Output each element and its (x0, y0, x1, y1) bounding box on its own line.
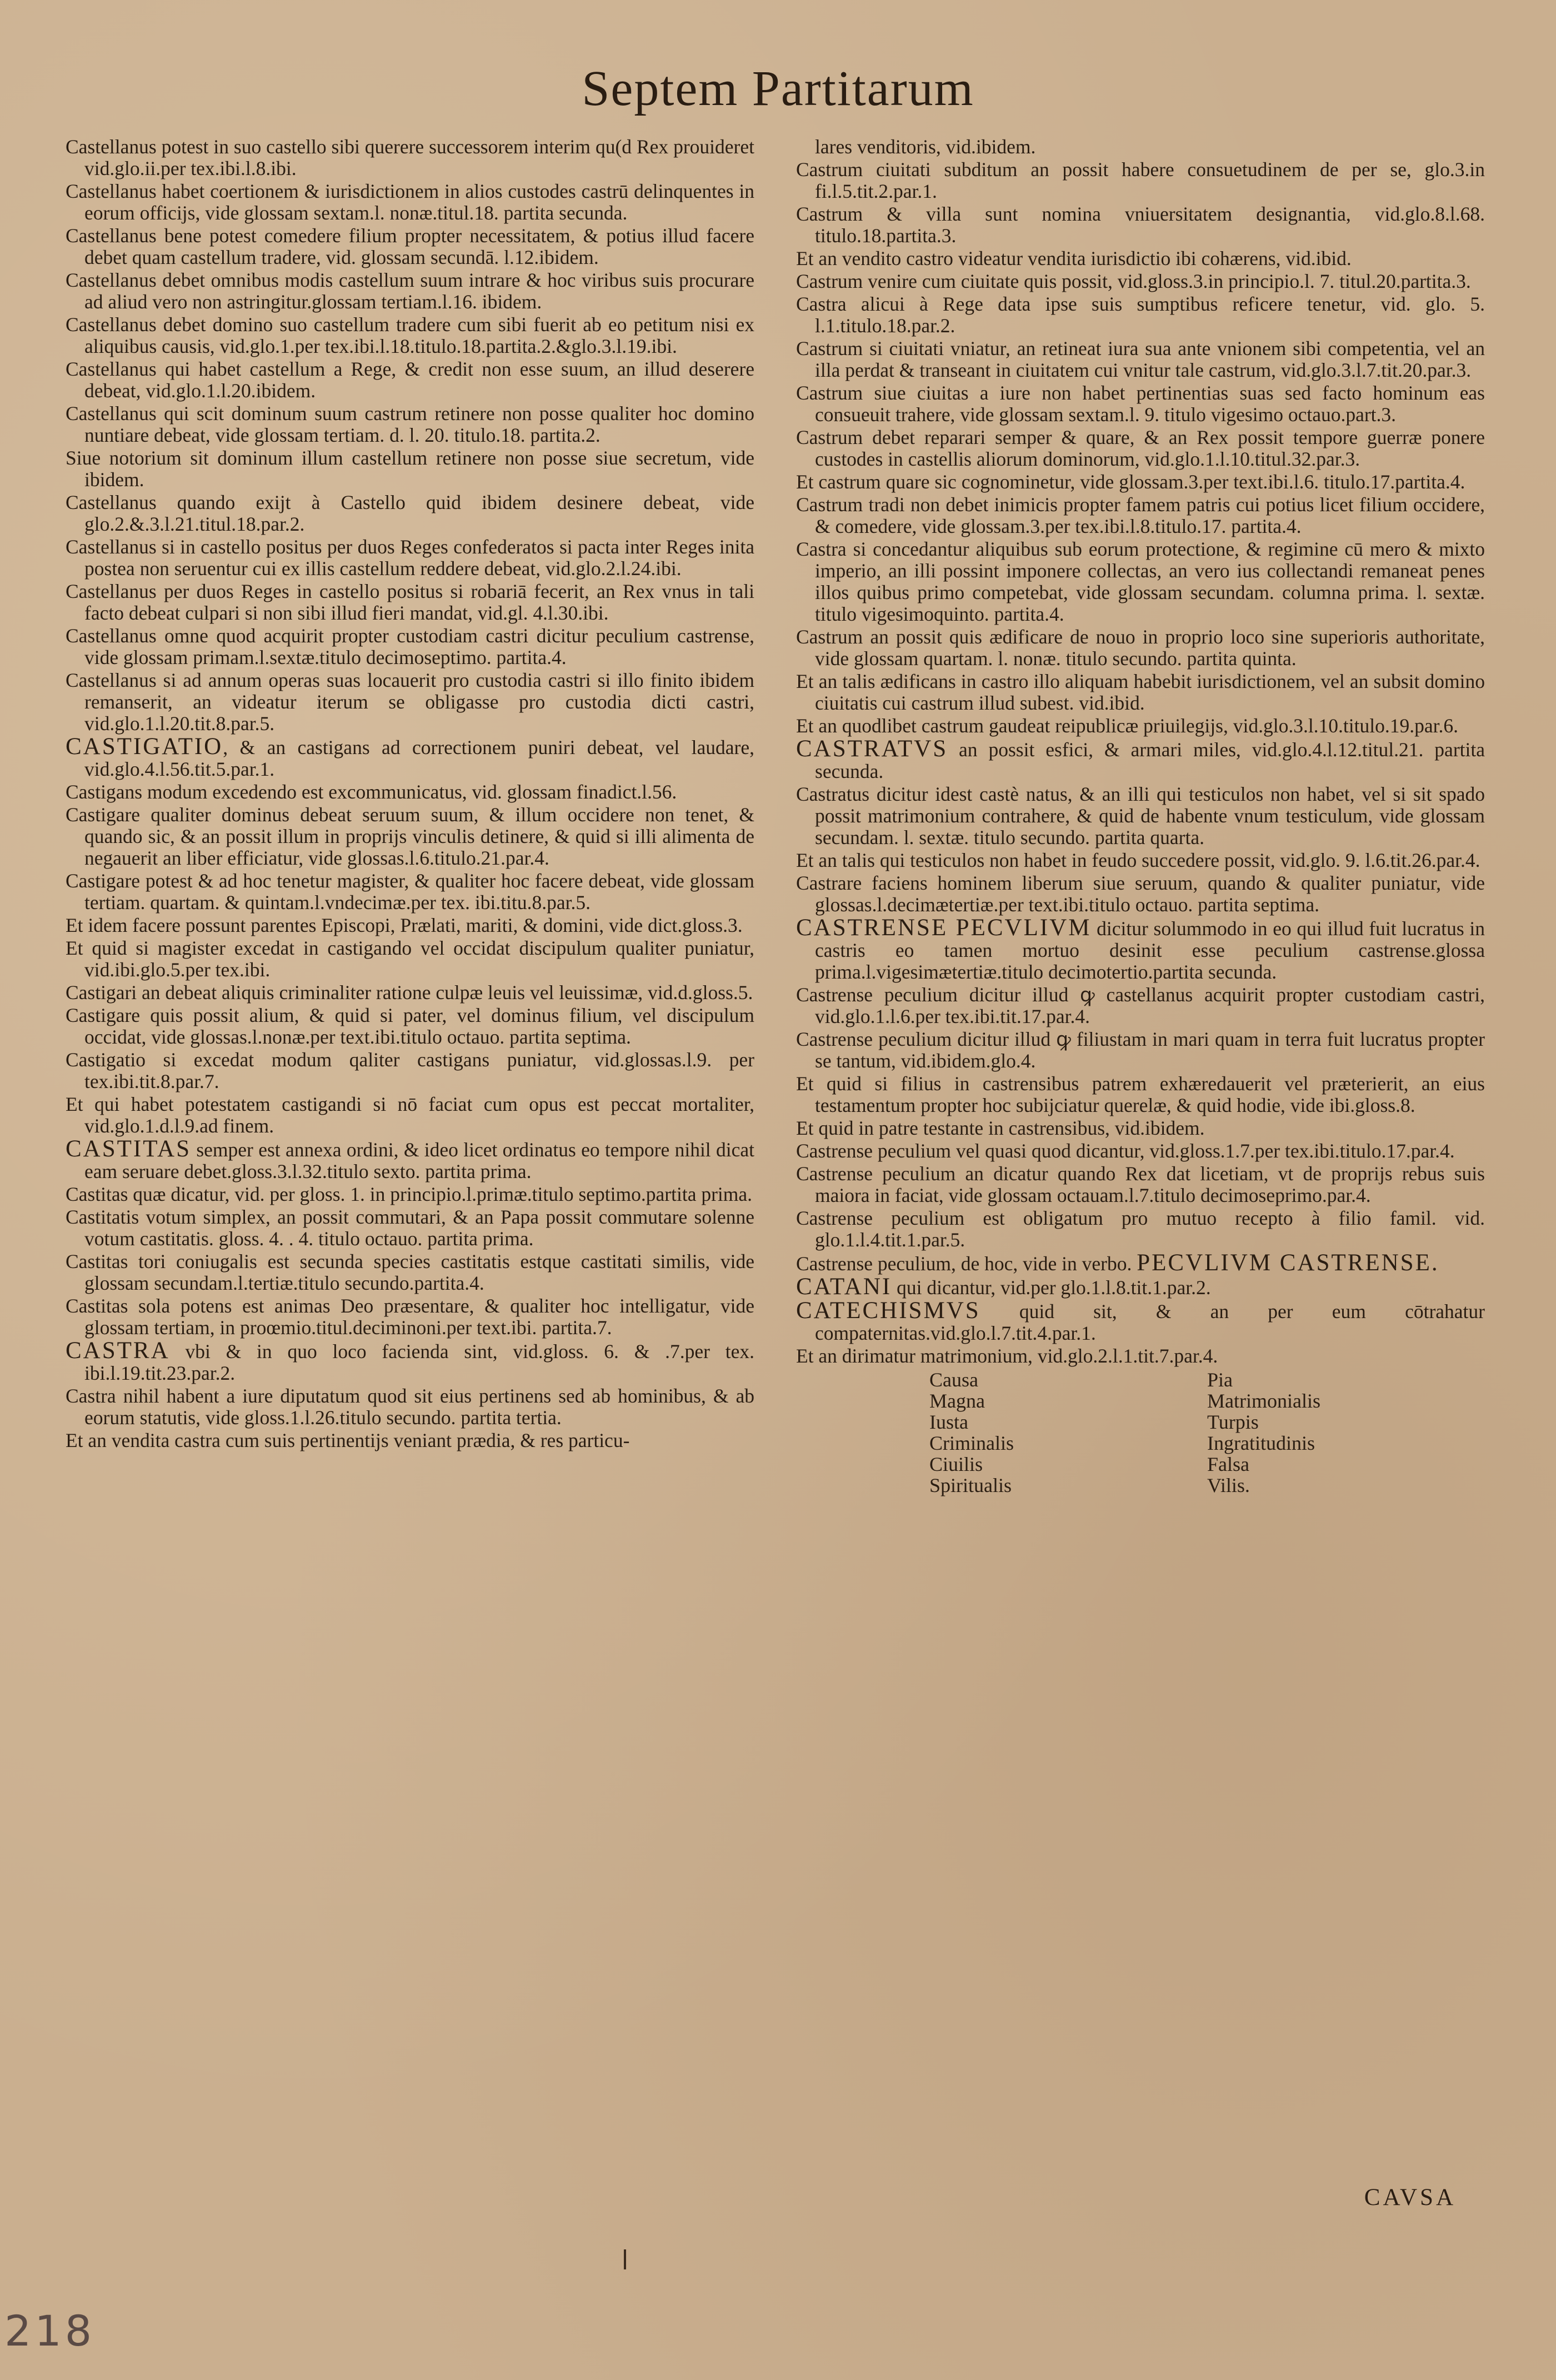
entry-text: Et castrum quare sic cognominetur, vide glossam.3.per text.ibi.l.6. titulo.17.partita.4. (796, 471, 1465, 493)
entry-text: Castigans modum excedendo est excommunicatus, vid. glossam finadict.l.56. (66, 781, 677, 803)
entry-text: Castigare qualiter dominus debeat seruum suum, & illum occidere non tenet, & quando sic, & an possit illum in proprijs vinculis detinere, & quid si illi alimenta de negauerit an liber efficiatur, vide glossas.l.6.titulo.21.par.4. (66, 804, 754, 869)
entry-text: Castellanus habet coertionem & iurisdictionem in alios custodes castrū delinquentes in eorum officijs, vide glossam sextam.l. nonæ.titul.18. partita secunda. (66, 180, 754, 224)
entry-text: Castratus dicitur idest castè natus, & an illi qui testiculos non habet, vel si sit spado possit matrimonium contrahere, & quid de habente vnum testiculum, vide glossam secundam. l. sextæ. titulo secundo. partita quarta. (796, 783, 1485, 849)
entry-text: Castellanus potest in suo castello sibi querere successorem interim qu(d Rex prouideret vid.glo.ii.per tex.ibi.l.8.ibi. (66, 136, 754, 179)
index-entry (66, 270, 754, 313)
causa-item: Spiritualis (929, 1474, 1012, 1496)
entry-text: Castrum siue ciuitas a iure non habet pertinentias suas sed facto hominum eas consueuit trahere, vide glossam sextam.l. 9. titulo vigesimo octauo.part.3. (796, 382, 1485, 426)
entry-text: Et quid in patre testante in castrensibus, vid.ibidem. (796, 1117, 1205, 1139)
entry-text: an possit esfici, & armari miles, vid.glo.4.l.12.titul.21. partita secunda. (815, 739, 1485, 782)
entry-text: Castrum si ciuitati vniatur, an retineat iura sua ante vnionem sibi competentia, vel an illa perdat & transeant in ciuitatem cui vnitur tale castrum, vid.glo.3.l.7.tit.20.par.3. (796, 337, 1485, 381)
index-entry (796, 471, 1485, 493)
causa-item: Vilis. (1207, 1474, 1250, 1496)
index-entry (796, 338, 1485, 381)
entry-text: Castrum tradi non debet inimicis propter famem patris cui potius licet filium occidere, & comedere, vide glossam.3.per tex.ibi.l.8.titulo.17. partita.4. (796, 493, 1485, 537)
index-entry (796, 1029, 1485, 1072)
entry-text: Et idem facere possunt parentes Episcopi, Prælati, mariti, & domini, vide dict.gloss.3. (66, 914, 743, 936)
entry-text: Siue notorium sit dominum illum castellum retinere non posse siue secretum, vide ibidem. (66, 447, 754, 491)
entry-text: lares venditoris, vid.ibidem. (815, 136, 1036, 158)
entry-text: Castrense peculium dicitur illud ꝙ filiustam in mari quam in terra fuit lucratus propter se tantum, vid.ibidem.glo.4. (796, 1028, 1485, 1072)
entry-text: Castitas quæ dicatur, vid. per gloss. 1. in principio.l.primæ.titulo septimo.partita prima. (66, 1183, 752, 1205)
entry-text: Castellanus quando exijt à Castello quid ibidem desinere debeat, vide glo.2.&.3.l.21.titul.18.par.2. (66, 491, 754, 535)
entry-text: Castitas sola potens est animas Deo præsentare, & qualiter hoc intelligatur, vide glossam tertiam, in proœmio.titul.deciminoni.per text.ibi. partita.7. (66, 1295, 754, 1339)
index-entry (796, 715, 1485, 737)
index-entry (796, 784, 1485, 849)
catchword: CAVSA (1364, 2184, 1456, 2211)
folio-number: 218 (4, 2306, 96, 2356)
index-entry (796, 1276, 1485, 1299)
entry-text: Castrum venire cum ciuitate quis possit, vid.gloss.3.in principio.l. 7. titul.20.partita.3. (796, 270, 1471, 292)
entry-text: semper est annexa ordini, & ideo licet ordinatus eo tempore nihil dicat eam seruare debet.gloss.3.l.32.titulo sexto. partita prima. (84, 1139, 754, 1182)
causa-item: Pia (1207, 1369, 1233, 1391)
entry-text: Castrum ciuitati subditum an possit habere consuetudinem de per se, glo.3.in fi.l.5.tit.2.par.1. (796, 158, 1485, 202)
entry-text: Castrum debet reparari semper & quare, & an Rex possit tempore guerræ ponere custodes in castellis aliorum dominorum, vid.glo.1.l.10.titul.32.par.3. (796, 426, 1485, 470)
entry-text: Castitas tori coniugalis est secunda species castitatis estque castitati similis, vide glossam secundam.l.tertiæ.titulo secundo.partita.4. (66, 1250, 754, 1294)
causa-item: Turpis (1207, 1411, 1259, 1433)
index-entry (796, 850, 1485, 871)
index-entry (66, 1005, 754, 1048)
entry-text: Castigare potest & ad hoc tenetur magister, & qualiter hoc facere debeat, vide glossam tertiam. quartam. & quintam.l.vndecimæ.per tex. ibi.titu.8.par.5. (66, 870, 754, 914)
causa-item: Magna (929, 1390, 985, 1412)
causa-list (929, 1369, 1485, 1496)
causa-list-left (929, 1369, 1207, 1496)
causa-item: Causa (929, 1369, 978, 1391)
running-title: Septem Partitarum (582, 61, 974, 116)
index-entry (796, 494, 1485, 537)
index-entry (796, 1300, 1485, 1344)
entry-text: vbi & in quo loco facienda sint, vid.gloss. 6. & .7.per tex. ibi.l.19.tit.23.par.2. (84, 1340, 754, 1384)
page-mark (624, 2249, 626, 2269)
causa-item: Criminalis (929, 1432, 1014, 1454)
entry-text: Et qui habet potestatem castigandi si nō faciat cum opus est peccat mortaliter, vid.glo.1.d.l.9.ad finem. (66, 1093, 754, 1137)
entry-text: Castrense peculium dicitur illud ꝙ castellanus acquirit propter custodiam castri, vid.glo.1.l.6.per tex.ibi.tit.17.par.4. (796, 984, 1485, 1027)
entry-text: Castrum an possit quis ædificare de nouo in proprio loco sine superioris authoritate, vide glossam quartam. l. nonæ. titulo secundo. partita quinta. (796, 626, 1485, 670)
entry-lemma: CASTRA (66, 1338, 170, 1364)
index-entry (796, 1117, 1485, 1139)
entry-text: Castellanus per duos Reges in castello positus si robariā fecerit, an Rex vnus in tali facto debeat culpari si non sibi illud fieri mandat, vid.gl. 4.l.30.ibi. (66, 580, 754, 624)
entry-lemma: CATANI (796, 1274, 892, 1300)
entry-text: Castellanus debet omnibus modis castellum suum intrare & hoc viribus suis procurare ad aliud vero non astringitur.glossam tertiam.l.16. ibidem. (66, 269, 754, 313)
entry-lemma: PECVLIVM CASTRENSE. (1137, 1250, 1439, 1276)
index-entry (796, 917, 1485, 983)
index-entry (796, 738, 1485, 782)
entry-text: Castellanus qui scit dominum suum castrum retinere non posse qualiter hoc domino nuntiare debeat, vide glossam tertiam. d. l. 20. titulo.18. partita.2. (66, 402, 754, 446)
entry-lemma: CATECHISMVS (796, 1298, 980, 1324)
index-entry (796, 872, 1485, 916)
entry-text: Et an dirimatur matrimonium, vid.glo.2.l.1.tit.7.par.4. (796, 1345, 1218, 1367)
index-entry (66, 1295, 754, 1339)
entry-text: Castellanus bene potest comedere filium propter necessitatem, & potius illud facere debet quam castellum tradere, vid. glossam secundā. l.12.ibidem. (66, 224, 754, 268)
index-entry (66, 1094, 754, 1137)
index-entry (66, 915, 754, 936)
continued-entry (796, 136, 1485, 158)
entry-text: Et an vendito castro videatur vendita iurisdictio ibi cohærens, vid.ibid. (796, 247, 1352, 270)
entry-text: Castigari an debeat aliquis criminaliter ratione culpæ leuis vel leuissimæ, vid.d.gloss.5. (66, 981, 753, 1004)
entry-text: Castrum & villa sunt nomina vniuersitatem designantia, vid.glo.8.l.68. titulo.18.partita.3. (796, 203, 1485, 247)
index-entry (66, 181, 754, 224)
index-entry (66, 1430, 754, 1451)
index-entry (66, 937, 754, 981)
index-entry (66, 447, 754, 491)
entry-lemma: CASTITAS (66, 1136, 192, 1162)
index-entry (66, 804, 754, 869)
entry-text: Et quid si filius in castrensibus patrem exhæredauerit vel præterierit, an eius testamentum propter hoc subijciatur querelæ, & quid hodie, vide ibi.gloss.8. (796, 1072, 1485, 1116)
entry-text: Castrense peculium est obligatum pro mutuo recepto à filio famil. vid. glo.1.l.4.tit.1.par.5. (796, 1207, 1485, 1251)
index-entry (66, 870, 754, 914)
entry-text: Castitatis votum simplex, an possit commutari, & an Papa possit commutare solenne votum castitatis. gloss. 4. . 4. titulo octauo. partita prima. (66, 1206, 754, 1250)
index-entry (796, 1140, 1485, 1162)
index-entry (796, 1208, 1485, 1251)
entry-text: Castra nihil habent a iure diputatum quod sit eius pertinens sed ab hominibus, & ab eorum statutis, vide gloss.1.l.26.titulo secundo. partita tertia. (66, 1385, 754, 1429)
index-entry (66, 781, 754, 803)
right-column (796, 136, 1485, 1496)
index-entry (796, 984, 1485, 1027)
index-entry (66, 670, 754, 735)
entry-text: Castigare quis possit alium, & quid si pater, vel dominus filium, vel discipulum occidat, vide glossas.l.nonæ.per text.ibi.titulo octauo. partita septima. (66, 1004, 754, 1048)
index-entry (796, 671, 1485, 714)
index-entry (796, 248, 1485, 270)
entry-text: Et an vendita castra cum suis pertinentijs veniant prædia, & res particu- (66, 1429, 630, 1451)
index-entry (796, 1163, 1485, 1206)
entry-text: Et quid si magister excedat in castigando vel occidat discipulum qualiter puniatur, vid.ibi.glo.5.per tex.ibi. (66, 937, 754, 981)
index-entry (66, 625, 754, 668)
index-entry (796, 1252, 1485, 1275)
entry-text: Et an talis qui testiculos non habet in feudo succedere possit, vid.glo. 9. l.6.tit.26.par.4. (796, 849, 1480, 871)
index-entry (66, 536, 754, 580)
index-entry (796, 538, 1485, 625)
entry-text: Castellanus si ad annum operas suas locauerit pro custodia castri si illo finito ibidem remanserit, an videatur iterum se obligasse pro custodia dicti castri, vid.glo.1.l.20.tit.8.par.5. (66, 669, 754, 735)
index-entry (796, 626, 1485, 670)
entry-text: qui dicantur, vid.per glo.1.l.8.tit.1.par.2. (892, 1276, 1211, 1299)
causa-item: Falsa (1207, 1453, 1249, 1475)
entry-text: , & an castigans ad correctionem puniri debeat, vel laudare, vid.glo.4.l.56.tit.5.par.1. (84, 736, 754, 780)
entry-text: Castrare faciens hominem liberum siue seruum, quando & qualiter puniatur, vide glossas.l.decimætertiæ.per text.ibi.titulo octauo. partita septima. (796, 872, 1485, 916)
index-entry (66, 1385, 754, 1429)
causa-item: Matrimonialis (1207, 1390, 1320, 1412)
entry-text: Castrense peculium vel quasi quod dicantur, vid.gloss.1.7.per tex.ibi.titulo.17.par.4. (796, 1140, 1455, 1162)
index-entry (796, 203, 1485, 247)
index-entry (66, 1340, 754, 1384)
causa-list-right (1207, 1369, 1485, 1496)
index-entry (796, 293, 1485, 337)
index-entry (66, 358, 754, 402)
causa-item: Ingratitudinis (1207, 1432, 1315, 1454)
entry-text: dicitur solummodo in eo qui illud fuit lucratus in castris eo tamen mortuo desinit esse peculium castrense.glossa prima.l.vigesimætertiæ.titulo decimotertio.partita secunda. (815, 917, 1485, 983)
index-entry (66, 492, 754, 535)
index-entry (796, 427, 1485, 470)
entry-text: Castigatio si excedat modum qaliter castigans puniatur, vid.glossas.l.9. per tex.ibi.tit.8.par.7. (66, 1049, 754, 1092)
index-entry (66, 581, 754, 624)
index-entry (66, 403, 754, 446)
entry-text: Castellanus si in castello positus per duos Reges confederatos si pacta inter Reges inita postea non seruentur cui ex illis castellum reddere debeat, vid.glo.2.l.24.ibi. (66, 536, 754, 580)
entry-text: Castellanus qui habet castellum a Rege, & credit non esse suum, an illud deserere debeat, vid.glo.1.l.20.ibidem. (66, 358, 754, 402)
entry-text: Castra si concedantur aliquibus sub eorum protectione, & regimine cū mero & mixto imperio, an illi possint imponere collectas, an vero ius collectandi remaneat penes illos quibus primo competebat, vide glossam secundam. columna prima. l. sextæ. titulo vigesimoquinto. partita.4. (796, 538, 1485, 625)
index-entry (66, 1251, 754, 1294)
right-column-entries (796, 136, 1485, 1367)
index-entry (66, 314, 754, 357)
index-entry (796, 271, 1485, 292)
index-entry (796, 159, 1485, 202)
causa-item: Ciuilis (929, 1453, 983, 1475)
index-entry (66, 982, 754, 1004)
entry-text: Castrense peculium, de hoc, vide in verbo. (796, 1253, 1137, 1275)
index-entry (66, 1138, 754, 1182)
index-entry (796, 382, 1485, 426)
entry-lemma: CASTIGATIO (66, 734, 223, 760)
index-entry (66, 225, 754, 268)
entry-lemma: CASTRENSE PECVLIVM (796, 915, 1092, 941)
index-entry (66, 1206, 754, 1250)
index-entry (66, 136, 754, 179)
index-entry (66, 1049, 754, 1092)
index-entry (66, 1184, 754, 1205)
index-entry (796, 1073, 1485, 1116)
entry-text: Castrense peculium an dicatur quando Rex dat licetiam, vt de proprijs rebus suis maiora in faciat, vide glossam octauam.l.7.titulo decimoseprimo.par.4. (796, 1162, 1485, 1206)
index-entry (66, 736, 754, 780)
entry-text: Castellanus omne quod acquirit propter custodiam castri dicitur peculium castrense, vide glossam primam.l.sextæ.titulo decimoseptimo. partita.4. (66, 625, 754, 668)
causa-item: Iusta (929, 1411, 968, 1433)
index-entry (796, 1345, 1485, 1367)
entry-text: Et an quodlibet castrum gaudeat reipublicæ priuilegijs, vid.glo.3.l.10.titulo.19.par.6. (796, 715, 1459, 737)
entry-lemma: CASTRATVS (796, 736, 948, 762)
entry-text: Castellanus debet domino suo castellum tradere cum sibi fuerit ab eo petitum nisi ex aliquibus causis, vid.glo.1.per tex.ibi.l.18.titulo.18.partita.2.&glo.3.l.19.ibi. (66, 313, 754, 357)
entry-text: Castra alicui à Rege data ipse suis sumptibus reficere tenetur, vid. glo. 5. l.1.titulo.18.par.2. (796, 293, 1485, 337)
entry-text: quid sit, & an per eum cōtrahatur compaternitas.vid.glo.l.7.tit.4.par.1. (815, 1300, 1485, 1344)
left-column (66, 136, 754, 1453)
entry-text: Et an talis ædificans in castro illo aliquam habebit iurisdictionem, vel an subsit domino ciuitatis cui castrum illud subest. vid.ibid. (796, 670, 1485, 714)
